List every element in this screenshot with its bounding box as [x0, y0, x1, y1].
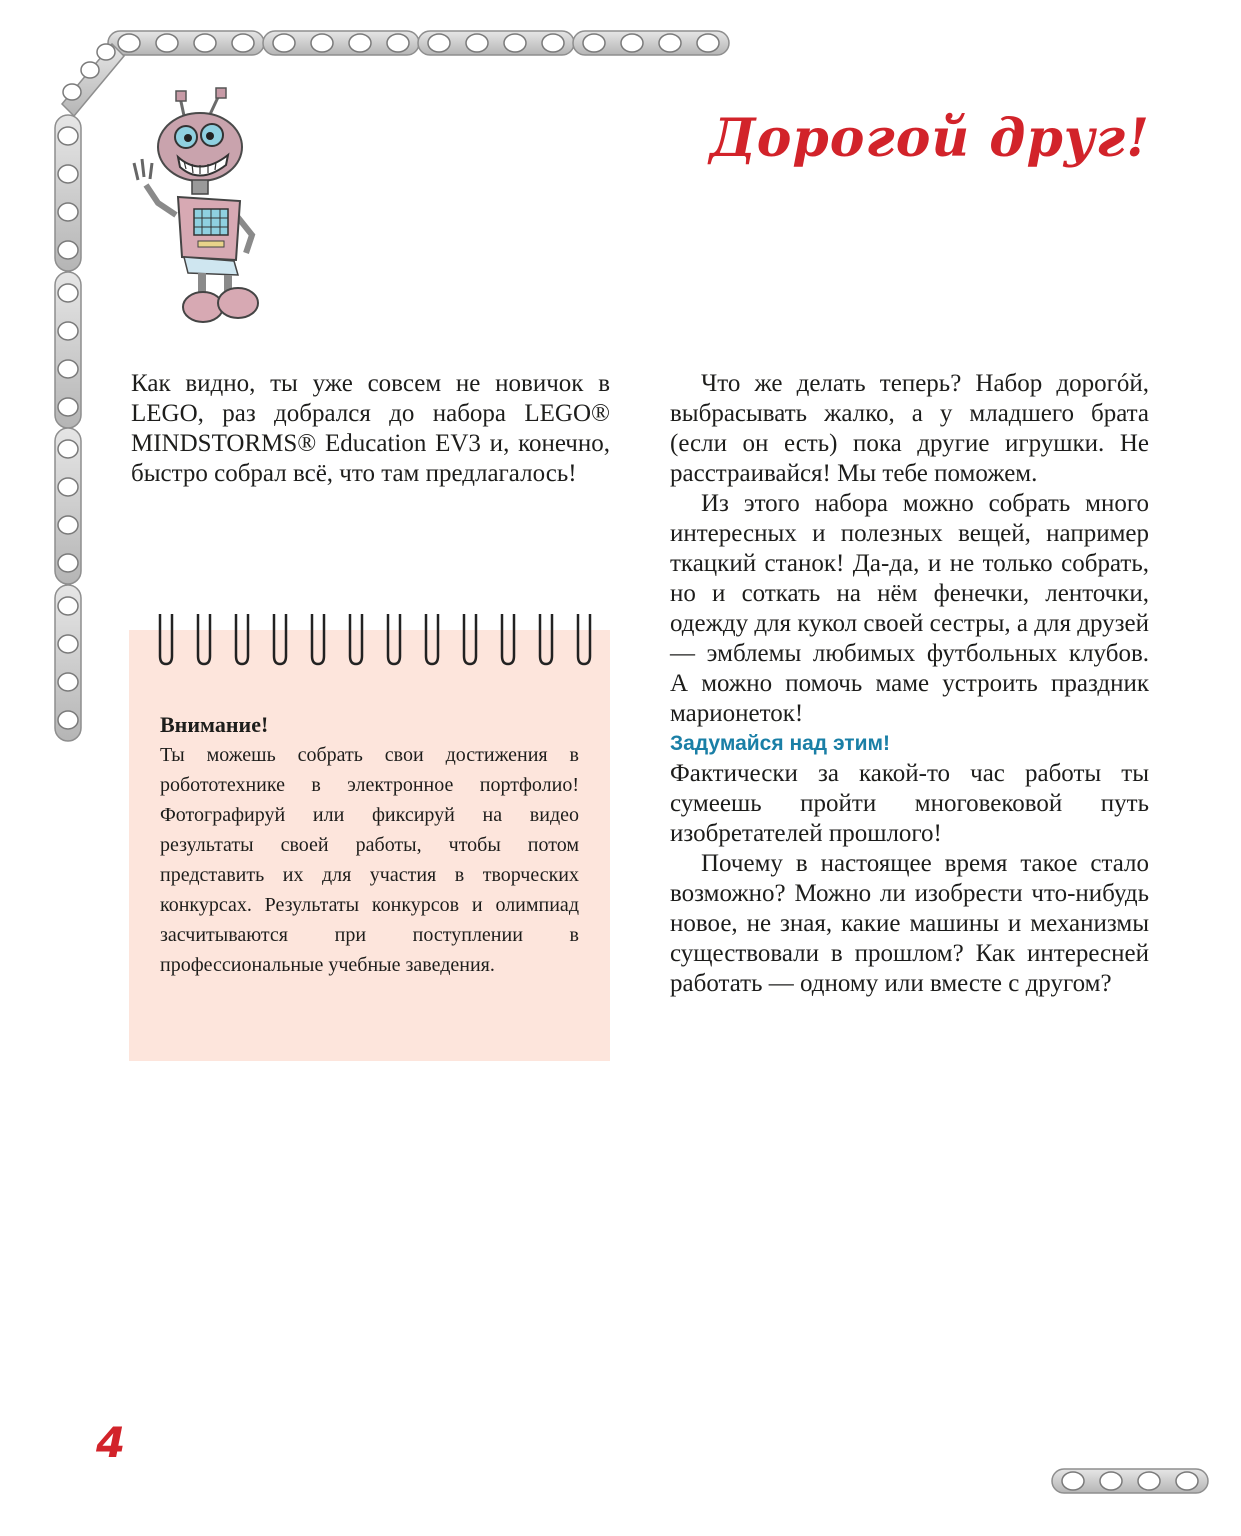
spiral-ring [464, 614, 476, 664]
beam-hole [349, 34, 371, 52]
beam-hole [58, 398, 78, 416]
beam-hole [58, 360, 78, 378]
beam-hole [1100, 1472, 1122, 1490]
beam-hole [387, 34, 409, 52]
beam-hole [542, 34, 564, 52]
beam-hole [58, 478, 78, 496]
paragraph-questions: Почему в настоящее время такое стало возможно? Можно ли изобрести что-нибудь новое, не зная, какие машины и механизмы существовали в прошлом? Как интересней работать — одному или вместе с другом? [670, 850, 1149, 997]
spiral-ring [426, 614, 438, 664]
beam-hole [156, 34, 178, 52]
right-column [670, 369, 1149, 999]
beam-hole [659, 34, 681, 52]
beam-hole [58, 711, 78, 729]
note-title: Внимание! [160, 712, 269, 737]
beam-hole [58, 165, 78, 183]
beam-hole [504, 34, 526, 52]
beam-hole [311, 34, 333, 52]
spiral-ring [274, 614, 286, 664]
beam-hole [58, 241, 78, 259]
paragraph-what-to-build: Из этого набора можно собрать много интересных и полезных вещей, например ткацкий станок! Да-да, и не только собрать, но и соткать на нём фенечки, ленточки, одежду для кукол своей сестры, а для друзей — эмблемы любимых футбольных клубов. А можно помочь маме устроить праздник марионеток! [670, 490, 1149, 727]
beam-hole [621, 34, 643, 52]
beam-hole [58, 516, 78, 534]
beam-hole [58, 673, 78, 691]
beam-hole [81, 62, 99, 78]
robot-illustration [128, 85, 278, 330]
spiral-ring [350, 614, 362, 664]
beam-hole [273, 34, 295, 52]
beam-hole [58, 127, 78, 145]
beam-hole [58, 322, 78, 340]
beam-hole [58, 284, 78, 302]
spiral-ring [502, 614, 514, 664]
beam-hole [428, 34, 450, 52]
page-title: Дорогой друг! [709, 108, 1150, 169]
spiral-ring [388, 614, 400, 664]
beam-hole [97, 44, 115, 60]
beam-hole [58, 203, 78, 221]
beam-hole [1176, 1472, 1198, 1490]
spiral-ring [540, 614, 552, 664]
beam-hole [583, 34, 605, 52]
paragraph-inventors-path: Фактически за какой-то час работы ты сумеешь пройти многовековой путь изобретателей прошлого! [670, 760, 1149, 847]
spiral-ring [160, 614, 172, 664]
intro-paragraph: Как видно, ты уже совсем не новичок в LEGO, раз добрался до набора LEGO® MINDSTORMS® Education EV3 и, конечно, быстро собрал всё, что там предлагалось! [131, 370, 610, 487]
beam-hole [194, 34, 216, 52]
beam-hole [58, 597, 78, 615]
beam-hole [232, 34, 254, 52]
note-text: Ты можешь собрать свои достижения в робототехнике в электронное портфолио! Фотографируй или фиксируй на видео результаты своей работы, чтобы потом представить их для участия в творческих конкурсах. Результаты конкурсов и олимпиад засчитываются при поступлении в профессиональные учебные заведения. [160, 744, 579, 976]
page-number: 4 [96, 1418, 126, 1467]
beam-hole [58, 635, 78, 653]
paragraph-what-to-do: Что же делать теперь? Набор дорогóй, выбрасывать жалко, а у младшего брата (если он есть) пока другие игрушки. Не расстраивайся! Мы тебе поможем. [670, 370, 1149, 487]
beam-hole [466, 34, 488, 52]
think-heading: Задумайся над этим! [670, 732, 891, 755]
beam-hole [63, 84, 81, 100]
beam-hole [1138, 1472, 1160, 1490]
notepad-attention-box [129, 630, 610, 1061]
beam-hole [118, 34, 140, 52]
spiral-ring [198, 614, 210, 664]
beam-hole [1062, 1472, 1084, 1490]
beam-hole [697, 34, 719, 52]
spiral-ring [578, 614, 590, 664]
beam-hole [58, 440, 78, 458]
spiral-binding [129, 612, 610, 672]
beam-hole [58, 554, 78, 572]
spiral-ring [312, 614, 324, 664]
spiral-ring [236, 614, 248, 664]
